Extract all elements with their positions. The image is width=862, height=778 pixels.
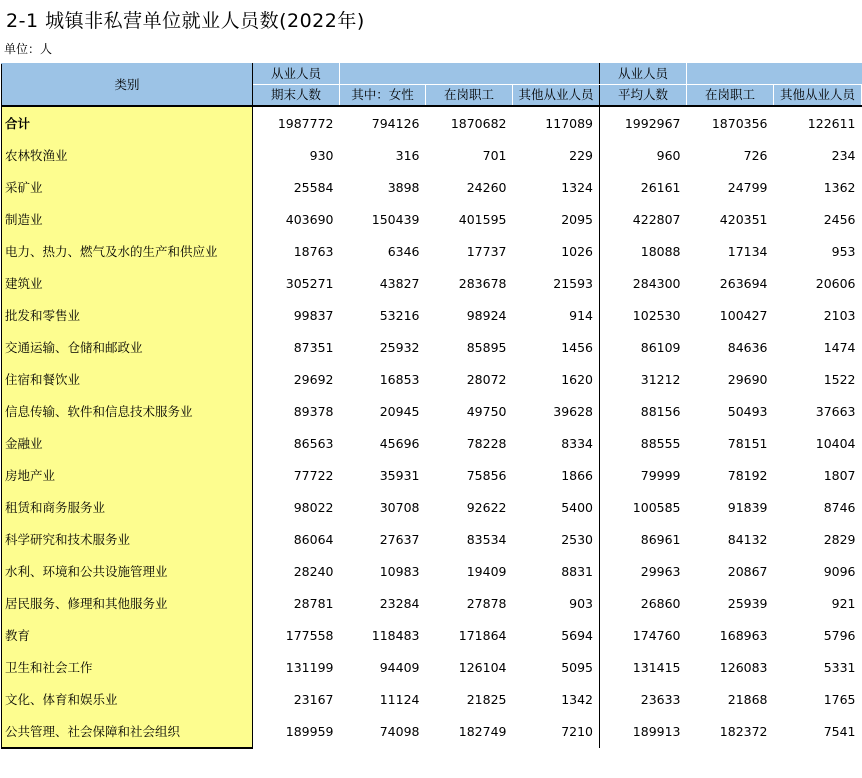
row-value-cell: 25939 bbox=[727, 595, 768, 611]
row-value-cell: 422807 bbox=[632, 211, 681, 227]
row-value-cell: 7541 bbox=[823, 724, 856, 739]
row-category-name: 卫生和社会工作 bbox=[2, 651, 253, 683]
row-value-cell: 17134 bbox=[727, 243, 768, 259]
row-value-cell: 23633 bbox=[640, 691, 681, 707]
table-row bbox=[2, 331, 862, 363]
row-value-cell: 86064 bbox=[293, 531, 334, 547]
row-value-cell: 1362 bbox=[823, 179, 856, 195]
table-row bbox=[2, 235, 862, 267]
table-row bbox=[2, 491, 862, 523]
row-value-cell: 2103 bbox=[823, 307, 856, 323]
row-category-name: 水利、环境和公共设施管理业 bbox=[2, 555, 253, 587]
row-value-cell: 117089 bbox=[513, 106, 600, 139]
row-value-cell: 118483 bbox=[371, 627, 420, 643]
row-value-cell: 18088 bbox=[640, 243, 681, 259]
row-value-cell: 26860 bbox=[640, 595, 681, 611]
row-value-cell: 171864 bbox=[458, 627, 507, 643]
table-row bbox=[2, 715, 862, 748]
table-header bbox=[2, 64, 862, 107]
table-row bbox=[2, 139, 862, 171]
row-value-cell: 794126 bbox=[371, 115, 420, 131]
row-value-cell: 91839 bbox=[727, 499, 768, 515]
row-value-cell: 177558 bbox=[285, 627, 334, 643]
table-row bbox=[2, 363, 862, 395]
table-row bbox=[2, 683, 862, 715]
row-value-cell: 1765 bbox=[823, 691, 856, 707]
row-value-cell: 5796 bbox=[823, 627, 856, 643]
row-category-name: 交通运输、仓储和邮政业 bbox=[2, 331, 253, 363]
row-category-name: 批发和零售业 bbox=[2, 299, 253, 331]
row-value-cell: 189913 bbox=[632, 724, 681, 739]
table-body bbox=[2, 106, 862, 748]
row-value-cell: 10404 bbox=[815, 435, 856, 451]
row-value-cell: 50493 bbox=[727, 403, 768, 419]
table-row bbox=[2, 523, 862, 555]
row-value-cell: 1987772 bbox=[277, 115, 334, 131]
header-female: 其中：女性 bbox=[340, 85, 426, 107]
row-category-name: 公共管理、社会保障和社会组织 bbox=[2, 715, 253, 748]
row-category-name: 信息传输、软件和信息技术服务业 bbox=[2, 395, 253, 427]
row-value-cell: 86961 bbox=[640, 531, 681, 547]
row-value-cell: 94409 bbox=[379, 659, 420, 675]
row-category-name: 教育 bbox=[2, 619, 253, 651]
row-value-cell: 39628 bbox=[513, 395, 600, 427]
row-value-cell: 26161 bbox=[640, 179, 681, 195]
row-value-cell: 88555 bbox=[640, 435, 681, 451]
row-value-cell: 31212 bbox=[640, 371, 681, 387]
header-category: 类别 bbox=[2, 64, 253, 107]
row-value-cell: 1342 bbox=[513, 683, 600, 715]
row-value-cell: 28072 bbox=[466, 371, 507, 387]
row-value-cell: 5095 bbox=[513, 651, 600, 683]
header-other-2: 其他从业人员 bbox=[774, 85, 862, 107]
employment-table bbox=[1, 63, 862, 749]
row-value-cell: 1522 bbox=[823, 371, 856, 387]
row-value-cell: 1870682 bbox=[450, 115, 507, 131]
row-value-cell: 98924 bbox=[466, 307, 507, 323]
row-category-name: 农林牧渔业 bbox=[2, 139, 253, 171]
table-row bbox=[2, 459, 862, 491]
row-value-cell: 20945 bbox=[379, 403, 420, 419]
header-group2-sub: 平均人数 bbox=[600, 85, 687, 107]
row-category-name: 建筑业 bbox=[2, 267, 253, 299]
row-value-cell: 18763 bbox=[293, 243, 334, 259]
table-row bbox=[2, 395, 862, 427]
row-value-cell: 100585 bbox=[632, 499, 681, 515]
row-value-cell: 283678 bbox=[458, 275, 507, 291]
row-value-cell: 2095 bbox=[513, 203, 600, 235]
row-value-cell: 20606 bbox=[815, 275, 856, 291]
row-value-cell: 23167 bbox=[293, 691, 334, 707]
row-category-name: 制造业 bbox=[2, 203, 253, 235]
row-value-cell: 2829 bbox=[823, 531, 856, 547]
row-value-cell: 189959 bbox=[285, 724, 334, 739]
row-value-cell: 84132 bbox=[727, 531, 768, 547]
row-value-cell: 37663 bbox=[815, 403, 856, 419]
row-value-cell: 98022 bbox=[293, 499, 334, 515]
row-value-cell: 45696 bbox=[379, 435, 420, 451]
header-group1-sub: 期末人数 bbox=[253, 85, 340, 107]
row-value-cell: 49750 bbox=[466, 403, 507, 419]
row-value-cell: 24260 bbox=[466, 179, 507, 195]
row-value-cell: 5331 bbox=[823, 659, 856, 675]
header-onpost-2: 在岗职工 bbox=[687, 85, 774, 107]
row-value-cell: 99837 bbox=[293, 307, 334, 323]
row-value-cell: 21868 bbox=[727, 691, 768, 707]
row-value-cell: 75856 bbox=[466, 467, 507, 483]
row-value-cell: 17737 bbox=[466, 243, 507, 259]
row-value-cell: 1456 bbox=[513, 331, 600, 363]
table-row bbox=[2, 299, 862, 331]
row-value-cell: 420351 bbox=[719, 211, 768, 227]
row-value-cell: 78192 bbox=[727, 467, 768, 483]
row-value-cell: 74098 bbox=[379, 724, 420, 739]
row-value-cell: 174760 bbox=[632, 627, 681, 643]
row-value-cell: 28240 bbox=[293, 563, 334, 579]
row-value-cell: 27637 bbox=[379, 531, 420, 547]
row-value-cell: 87351 bbox=[293, 339, 334, 355]
row-value-cell: 914 bbox=[513, 299, 600, 331]
header-other-1: 其他从业人员 bbox=[513, 85, 600, 107]
table-row bbox=[2, 203, 862, 235]
table-row bbox=[2, 267, 862, 299]
row-value-cell: 85895 bbox=[466, 339, 507, 355]
row-value-cell: 701 bbox=[482, 147, 507, 163]
row-value-cell: 8334 bbox=[513, 427, 600, 459]
table-row bbox=[2, 171, 862, 203]
row-value-cell: 21825 bbox=[466, 691, 507, 707]
row-value-cell: 263694 bbox=[719, 275, 768, 291]
row-value-cell: 27878 bbox=[466, 595, 507, 611]
row-value-cell: 1870356 bbox=[711, 115, 768, 131]
row-value-cell: 305271 bbox=[285, 275, 334, 291]
row-value-cell: 10983 bbox=[379, 563, 420, 579]
row-category-name: 采矿业 bbox=[2, 171, 253, 203]
row-value-cell: 131199 bbox=[285, 659, 334, 675]
row-value-cell: 8746 bbox=[823, 499, 856, 515]
row-value-cell: 83534 bbox=[466, 531, 507, 547]
row-value-cell: 284300 bbox=[632, 275, 681, 291]
row-value-cell: 1807 bbox=[823, 467, 856, 483]
table-row bbox=[2, 427, 862, 459]
row-value-cell: 77722 bbox=[293, 467, 334, 483]
row-value-cell: 84636 bbox=[727, 339, 768, 355]
row-value-cell: 92622 bbox=[466, 499, 507, 515]
row-value-cell: 726 bbox=[743, 147, 768, 163]
row-value-cell: 1026 bbox=[513, 235, 600, 267]
table-row-total bbox=[2, 106, 862, 139]
row-value-cell: 7210 bbox=[513, 715, 600, 748]
row-value-cell: 29963 bbox=[640, 563, 681, 579]
row-value-cell: 168963 bbox=[719, 627, 768, 643]
row-value-cell: 903 bbox=[513, 587, 600, 619]
row-value-cell: 930 bbox=[309, 147, 334, 163]
page-title: 2-1 城镇非私营单位就业人员数(2022年) bbox=[6, 10, 365, 32]
row-value-cell: 53216 bbox=[379, 307, 420, 323]
row-value-cell: 182749 bbox=[458, 724, 507, 739]
row-value-cell: 25932 bbox=[379, 339, 420, 355]
row-category-name: 合计 bbox=[2, 106, 253, 139]
row-value-cell: 102530 bbox=[632, 307, 681, 323]
row-value-cell: 5694 bbox=[513, 619, 600, 651]
row-value-cell: 960 bbox=[656, 147, 681, 163]
row-category-name: 电力、热力、燃气及水的生产和供应业 bbox=[2, 235, 253, 267]
row-value-cell: 234 bbox=[831, 147, 856, 163]
table-row bbox=[2, 555, 862, 587]
row-value-cell: 24799 bbox=[727, 179, 768, 195]
header-group1-spacer bbox=[340, 64, 600, 85]
row-value-cell: 100427 bbox=[719, 307, 768, 323]
row-value-cell: 88156 bbox=[640, 403, 681, 419]
header-group1-top: 从业人员 bbox=[253, 64, 340, 85]
row-value-cell: 78228 bbox=[466, 435, 507, 451]
row-value-cell: 122611 bbox=[807, 115, 856, 131]
header-group2-top: 从业人员 bbox=[600, 64, 687, 85]
unit-label: 单位：人 bbox=[4, 42, 53, 56]
header-group2-spacer bbox=[687, 64, 862, 85]
row-value-cell: 1866 bbox=[513, 459, 600, 491]
row-value-cell: 1324 bbox=[513, 171, 600, 203]
header-onpost-1: 在岗职工 bbox=[426, 85, 513, 107]
row-value-cell: 953 bbox=[831, 243, 856, 259]
row-value-cell: 43827 bbox=[379, 275, 420, 291]
row-category-name: 文化、体育和娱乐业 bbox=[2, 683, 253, 715]
row-value-cell: 20867 bbox=[727, 563, 768, 579]
row-category-name: 住宿和餐饮业 bbox=[2, 363, 253, 395]
row-value-cell: 2456 bbox=[823, 211, 856, 227]
row-value-cell: 1474 bbox=[823, 339, 856, 355]
row-category-name: 房地产业 bbox=[2, 459, 253, 491]
row-value-cell: 2530 bbox=[513, 523, 600, 555]
row-value-cell: 25584 bbox=[293, 179, 334, 195]
row-value-cell: 78151 bbox=[727, 435, 768, 451]
row-category-name: 租赁和商务服务业 bbox=[2, 491, 253, 523]
row-value-cell: 921 bbox=[831, 595, 856, 611]
row-value-cell: 28781 bbox=[293, 595, 334, 611]
table-row bbox=[2, 651, 862, 683]
row-value-cell: 6346 bbox=[387, 243, 420, 259]
row-value-cell: 8831 bbox=[513, 555, 600, 587]
row-category-name: 金融业 bbox=[2, 427, 253, 459]
row-value-cell: 150439 bbox=[371, 211, 420, 227]
row-value-cell: 401595 bbox=[458, 211, 507, 227]
row-value-cell: 9096 bbox=[823, 563, 856, 579]
row-value-cell: 35931 bbox=[379, 467, 420, 483]
row-value-cell: 86109 bbox=[640, 339, 681, 355]
row-value-cell: 23284 bbox=[379, 595, 420, 611]
row-value-cell: 1992967 bbox=[624, 115, 681, 131]
row-category-name: 科学研究和技术服务业 bbox=[2, 523, 253, 555]
row-value-cell: 29692 bbox=[293, 371, 334, 387]
row-category-name: 居民服务、修理和其他服务业 bbox=[2, 587, 253, 619]
row-value-cell: 29690 bbox=[727, 371, 768, 387]
row-value-cell: 21593 bbox=[513, 267, 600, 299]
row-value-cell: 79999 bbox=[640, 467, 681, 483]
row-value-cell: 16853 bbox=[379, 371, 420, 387]
row-value-cell: 5400 bbox=[513, 491, 600, 523]
row-value-cell: 1620 bbox=[513, 363, 600, 395]
row-value-cell: 89378 bbox=[293, 403, 334, 419]
row-value-cell: 229 bbox=[513, 139, 600, 171]
row-value-cell: 86563 bbox=[293, 435, 334, 451]
row-value-cell: 403690 bbox=[285, 211, 334, 227]
row-value-cell: 126104 bbox=[458, 659, 507, 675]
table-row bbox=[2, 619, 862, 651]
row-value-cell: 30708 bbox=[379, 499, 420, 515]
table-row bbox=[2, 587, 862, 619]
row-value-cell: 19409 bbox=[466, 563, 507, 579]
row-value-cell: 316 bbox=[395, 147, 420, 163]
row-value-cell: 3898 bbox=[387, 179, 420, 195]
row-value-cell: 182372 bbox=[719, 724, 768, 739]
row-value-cell: 131415 bbox=[632, 659, 681, 675]
row-value-cell: 126083 bbox=[719, 659, 768, 675]
row-value-cell: 11124 bbox=[379, 691, 420, 707]
